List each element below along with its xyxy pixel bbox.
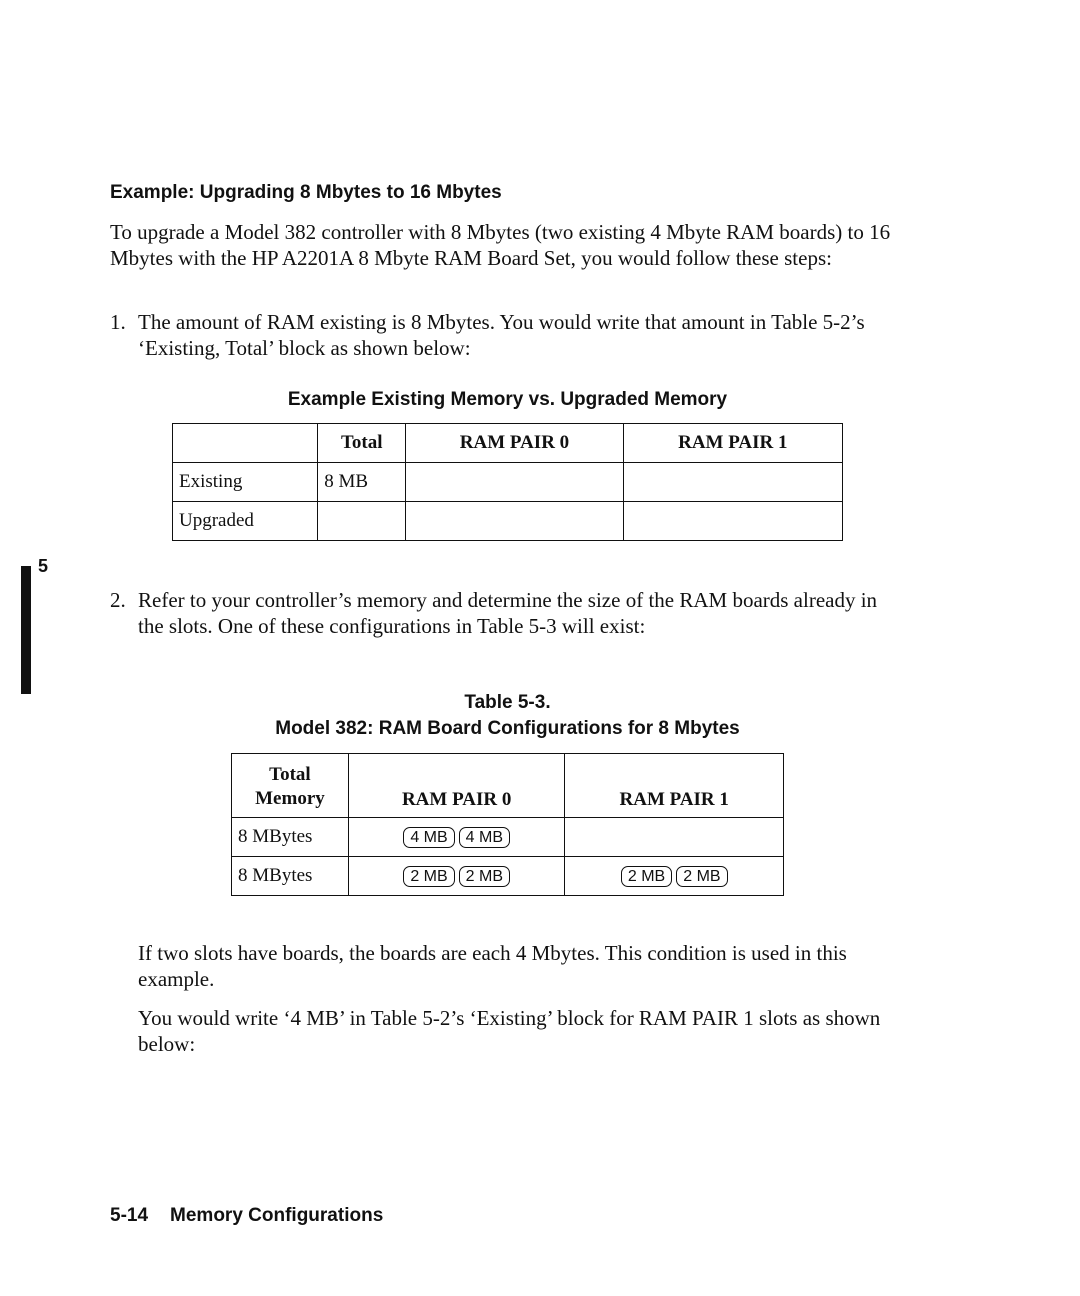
- section-heading: Example: Upgrading 8 Mbytes to 16 Mbytes: [110, 182, 502, 203]
- table-header-cell: RAM PAIR 1: [623, 424, 842, 463]
- table-header-cell: RAM PAIR 0: [406, 424, 623, 463]
- footer-title: Memory Configurations: [170, 1205, 384, 1226]
- ram-pair-0-cell: [348, 857, 565, 896]
- table-header-row: [173, 424, 843, 463]
- table2-caption-number: Table 5-3.: [464, 692, 551, 713]
- ram-pair-1-cell: [565, 857, 784, 896]
- table-cell: 8 MBytes: [232, 818, 349, 857]
- chapter-tab-bar: [21, 566, 31, 694]
- table-row: [232, 818, 784, 857]
- ram-pair-0-cell: [348, 818, 565, 857]
- instruction-paragraph: You would write ‘4 MB’ in Table 5-2’s ‘Existing’ block for RAM PAIR 1 slots as shown below:: [138, 1006, 881, 1056]
- step-2-text: Refer to your controller’s memory and determine the size of the RAM boards already in the slots. One of these configurations in Table 5-3 will exist:: [138, 588, 878, 638]
- ram-board-chip: 2 MB: [676, 866, 727, 887]
- table-header-cell: [173, 424, 318, 463]
- table-cell: Existing: [173, 463, 318, 502]
- ram-board-chip: 2 MB: [403, 866, 454, 887]
- ram-board-chip: 4 MB: [403, 827, 454, 848]
- step-2: [110, 587, 900, 667]
- chapter-tab-number: 5: [38, 556, 49, 576]
- step-1-text: The amount of RAM existing is 8 Mbytes. You would write that amount in Table 5-2’s ‘Existing, Total’ block as shown below:: [138, 310, 865, 360]
- step-2-number: 2.: [110, 588, 126, 612]
- ram-board-chip: 2 MB: [459, 866, 510, 887]
- step-1: [110, 309, 900, 369]
- page-number: 5-14: [110, 1205, 149, 1226]
- table1-caption: Example Existing Memory vs. Upgraded Memory: [287, 389, 728, 410]
- table-row: [232, 857, 784, 896]
- table-header-row: [232, 754, 784, 818]
- step-1-number: 1.: [110, 310, 126, 334]
- table-header-cell: Total Memory: [232, 754, 349, 818]
- ram-pair-1-cell: [565, 818, 784, 857]
- table-cell: 8 MBytes: [232, 857, 349, 896]
- table-cell: [318, 502, 406, 541]
- table-cell: [623, 463, 842, 502]
- table-header-cell: RAM PAIR 0: [348, 754, 565, 818]
- table-cell: [623, 502, 842, 541]
- page-footer: [110, 1205, 383, 1227]
- table2-caption: [200, 690, 815, 742]
- table-cell: Upgraded: [173, 502, 318, 541]
- existing-vs-upgraded-table: [172, 423, 843, 541]
- table-header-cell: RAM PAIR 1: [565, 754, 784, 818]
- ram-board-chip: 2 MB: [621, 866, 672, 887]
- table2-caption-title: Model 382: RAM Board Configurations for 8 Mbytes: [275, 718, 740, 739]
- ram-board-config-table: [231, 753, 784, 896]
- table-row: [173, 502, 843, 541]
- table-cell: [406, 502, 623, 541]
- table-header-cell: Total: [318, 424, 406, 463]
- note-paragraph: If two slots have boards, the boards are each 4 Mbytes. This condition is used in this example.: [138, 941, 847, 991]
- table-row: [173, 463, 843, 502]
- ram-board-chip: 4 MB: [459, 827, 510, 848]
- table-cell: 8 MB: [318, 463, 406, 502]
- table-cell: [406, 463, 623, 502]
- intro-paragraph: To upgrade a Model 382 controller with 8 Mbytes (two existing 4 Mbyte RAM boards) to 16 Mbytes with the HP A2201A 8 Mbyte RAM Board Set, you would follow these steps:: [110, 220, 891, 270]
